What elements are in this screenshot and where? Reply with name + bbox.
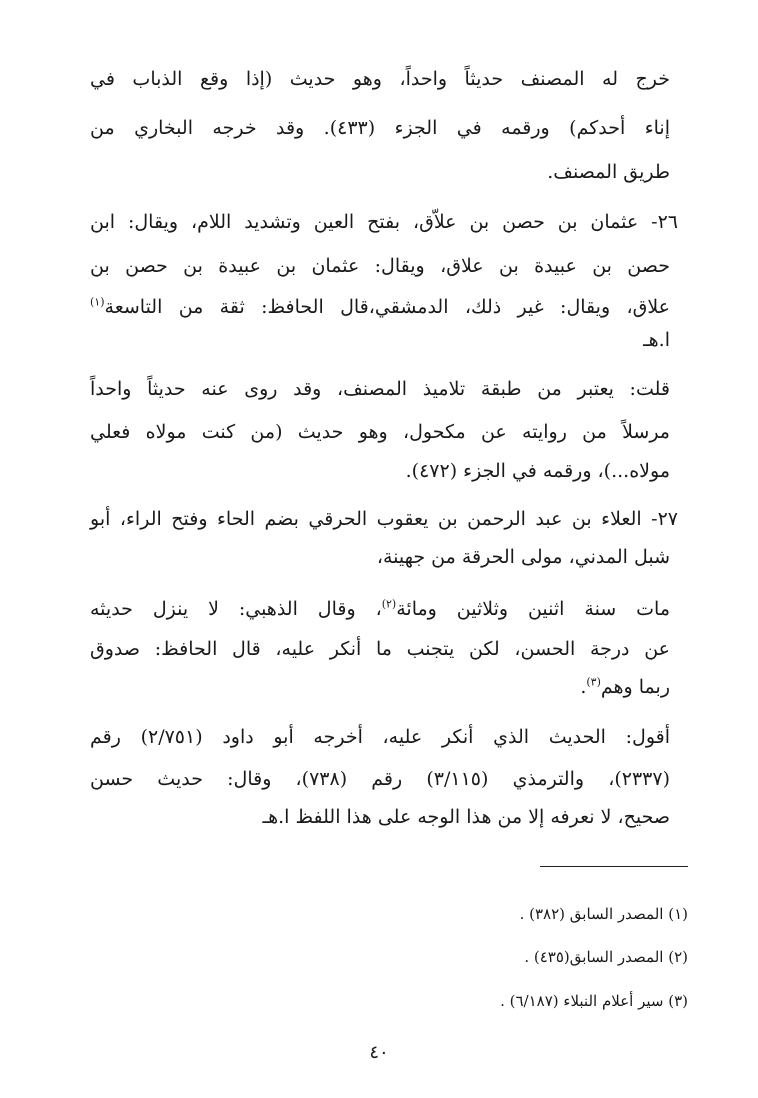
paragraph-line: أقول: الحديث الذي أنكر عليه، أخرجه أبو داود (٢/٧٥١) رقم — [90, 726, 670, 748]
paragraph-text: ، وقال الذهبي: لا ينزل حديثه — [90, 598, 382, 620]
paragraph-line: مولاه...)، ورقمه في الجزء (٤٧٢). — [405, 460, 670, 482]
entry-26-line: حصن بن عبيدة بن علاق، ويقال: عثمان بن عبيدة بن حصن بن — [90, 255, 670, 277]
footnote-2: (٢) المصدر السابق(٤٣٥) . — [524, 948, 688, 966]
entry-26-line: ٢٦- عثمان بن حصن بن علاّق، بفتح العين وتشديد اللام، ويقال: ابن — [90, 211, 678, 233]
paragraph-text: . — [580, 676, 587, 698]
paragraph-text: مات سنة اثنين وثلاثين ومائة — [396, 598, 670, 620]
entry-27-line: ٢٧- العلاء بن عبد الرحمن بن يعقوب الحرقي بضم الحاء وفتح الراء، أبو — [90, 508, 678, 530]
footnote-ref-3: (٣) — [586, 675, 601, 689]
footnote-1: (١) المصدر السابق (٣٨٢) . — [519, 905, 688, 923]
paragraph-line: صحيح، لا نعرفه إلا من هذا الوجه على هذا اللفظ ا.هـ — [262, 806, 670, 828]
entry-26-text: علاق، ويقال: غير ذلك، الدمشقي،قال الحافظ: ثقة من التاسعة — [104, 296, 670, 318]
paragraph-line: قلت: يعتبر من طبقة تلاميذ المصنف، وقد روى عنه حديثاً واحداً — [90, 378, 670, 400]
footnote-separator — [540, 866, 688, 867]
paragraph-line: خرج له المصنف حديثاً واحداً، وهو حديث (إذا وقع الذباب في — [90, 68, 670, 90]
entry-26-line: ا.هـ — [643, 329, 670, 351]
entry-26-line-with-note — [90, 292, 670, 322]
page-number: ٤٠ — [369, 1042, 389, 1063]
footnote-ref-2: (٢) — [381, 597, 397, 611]
paragraph-line: طريق المصنف. — [547, 161, 670, 183]
paragraph-line: (٢٣٣٧)، والترمذي (٣/١١٥) رقم (٧٣٨)، وقال: حديث حسن — [90, 768, 670, 790]
paragraph-line: إناء أحدكم) ورقمه في الجزء (٤٣٣). وقد خرجه البخاري من — [90, 117, 670, 139]
paragraph-line-with-note — [90, 594, 670, 624]
paragraph-line: مرسلاً من روايته عن مكحول، وهو حديث (من كنت مولاه فعلي — [90, 421, 670, 443]
paragraph-line: عن درجة الحسن، لكن يتجنب ما أنكر عليه، قال الحافظ: صدوق — [90, 638, 670, 660]
entry-27-line: شبل المدني، مولى الحرقة من جهينة، — [376, 546, 670, 568]
paragraph-line-with-note — [90, 672, 670, 702]
paragraph-text: ربما وهم — [600, 676, 670, 698]
footnote-ref-1: (١) — [90, 295, 105, 309]
footnote-3: (٣) سير أعلام النبلاء (٦/١٨٧) . — [500, 992, 688, 1010]
